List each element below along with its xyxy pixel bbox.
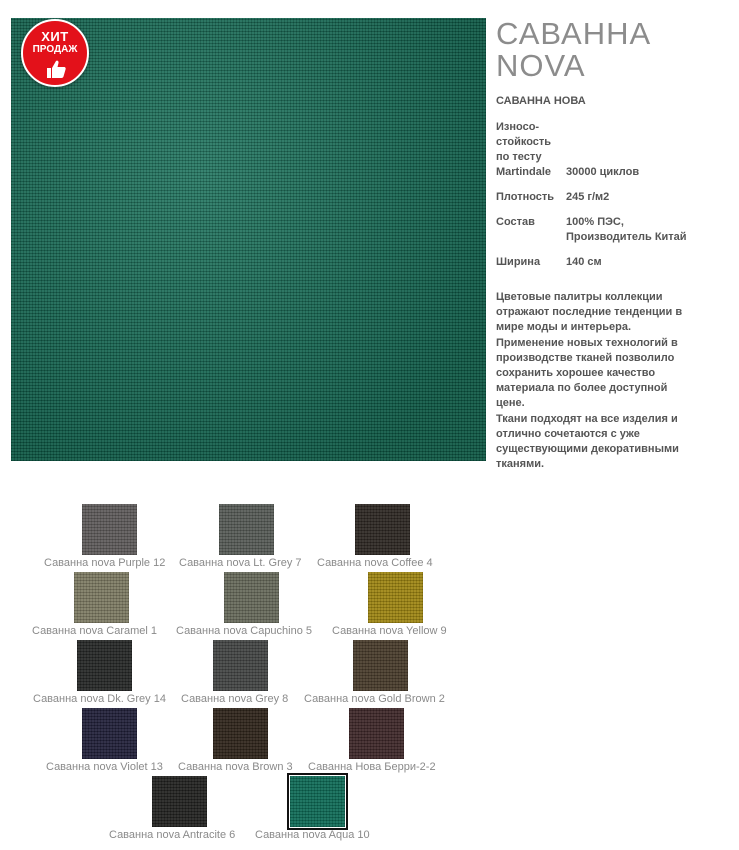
swatch-label[interactable]: Саванна nova Grey 8 bbox=[181, 693, 289, 705]
description-line: цене. bbox=[496, 397, 525, 410]
swatch-purple-12[interactable] bbox=[82, 504, 137, 555]
description-line: отлично сочетаются с уже bbox=[496, 427, 640, 440]
swatch-lt-grey-7[interactable] bbox=[219, 504, 274, 555]
swatch-aqua-10[interactable] bbox=[290, 776, 345, 827]
description-line: мире моды и интерьера. bbox=[496, 321, 632, 334]
spec-density-label: Плотность bbox=[496, 191, 555, 203]
swatch-yellow-9[interactable] bbox=[368, 572, 423, 623]
swatch-label[interactable]: Саванна nova Gold Brown 2 bbox=[304, 693, 445, 705]
description-line: сохранить хорошее качество bbox=[496, 367, 656, 380]
spec-composition-line: 100% ПЭС, bbox=[566, 216, 624, 228]
spec-density-value: 245 г/м2 bbox=[566, 191, 610, 203]
swatch-label[interactable]: Саванна nova Yellow 9 bbox=[332, 625, 447, 637]
product-subtitle: САВАННА НОВА bbox=[496, 95, 586, 107]
description-line: существующими декоративными bbox=[496, 443, 679, 456]
swatch-coffee-4[interactable] bbox=[355, 504, 410, 555]
swatch-dk-grey-14[interactable] bbox=[77, 640, 132, 691]
thumbs-up-icon bbox=[44, 57, 68, 81]
swatch-label[interactable]: Саванна nova Antracite 6 bbox=[109, 829, 236, 841]
description-line: отражают последние тенденции в bbox=[496, 306, 683, 319]
swatch-violet-13[interactable] bbox=[82, 708, 137, 759]
spec-wear-label-line: стойкость bbox=[496, 136, 552, 148]
product-title bbox=[496, 18, 651, 82]
description-line: материала по более доступной bbox=[496, 382, 668, 395]
swatch-grey-8[interactable] bbox=[213, 640, 268, 691]
fabric-main-photo bbox=[11, 18, 486, 461]
description-line: Ткани подходят на все изделия и bbox=[496, 412, 678, 425]
description-line: производстве тканей позволило bbox=[496, 351, 675, 364]
swatch-label[interactable]: Саванна nova Dk. Grey 14 bbox=[33, 693, 166, 705]
title-line1: САВАННА bbox=[496, 16, 652, 51]
swatch-label[interactable]: Саванна nova Purple 12 bbox=[44, 557, 166, 569]
description-line: Цветовые палитры коллекции bbox=[496, 291, 663, 303]
spec-wear-value: 30000 циклов bbox=[566, 166, 640, 178]
swatch-gold-brown-2[interactable] bbox=[353, 640, 408, 691]
spec-wear-label-line: по тесту bbox=[496, 151, 542, 163]
swatch-antracite-6[interactable] bbox=[152, 776, 207, 827]
title-line2: NOVA bbox=[496, 48, 586, 83]
swatch-brown-3[interactable] bbox=[213, 708, 268, 759]
swatch-label[interactable]: Саванна nova Lt. Grey 7 bbox=[179, 557, 302, 569]
product-description bbox=[496, 290, 696, 472]
spec-composition-value bbox=[566, 215, 687, 245]
badge-line2: ПРОДАЖ bbox=[32, 44, 78, 55]
badge-line1: ХИТ bbox=[41, 29, 69, 44]
swatch-capuchino-5[interactable] bbox=[224, 572, 279, 623]
spec-wear-label-line: Износо- bbox=[496, 121, 540, 133]
swatch-label[interactable]: Саванна nova Coffee 4 bbox=[317, 557, 433, 569]
description-line: Применение новых технологий в bbox=[496, 336, 678, 349]
swatch-label[interactable]: Саванна nova Aqua 10 bbox=[255, 829, 370, 841]
description-line: тканями. bbox=[496, 458, 545, 471]
spec-width-value: 140 см bbox=[566, 256, 602, 268]
swatch-berry-2-2[interactable] bbox=[349, 708, 404, 759]
spec-width-label: Ширина bbox=[496, 256, 541, 268]
swatch-label[interactable]: Саванна Нова Берри-2-2 bbox=[308, 761, 436, 773]
swatch-label[interactable]: Саванна nova Brown 3 bbox=[178, 761, 293, 773]
spec-composition-label: Состав bbox=[496, 216, 535, 228]
swatch-label[interactable]: Саванна nova Violet 13 bbox=[46, 761, 163, 773]
spec-wear-label bbox=[496, 120, 551, 180]
swatch-caramel-1[interactable] bbox=[74, 572, 129, 623]
swatch-label[interactable]: Саванна nova Capuchino 5 bbox=[176, 625, 313, 637]
bestseller-badge bbox=[21, 19, 89, 87]
spec-composition-line: Производитель Китай bbox=[566, 231, 687, 243]
swatch-label[interactable]: Саванна nova Caramel 1 bbox=[32, 625, 157, 637]
spec-wear-label-line: Martindale bbox=[496, 166, 552, 178]
